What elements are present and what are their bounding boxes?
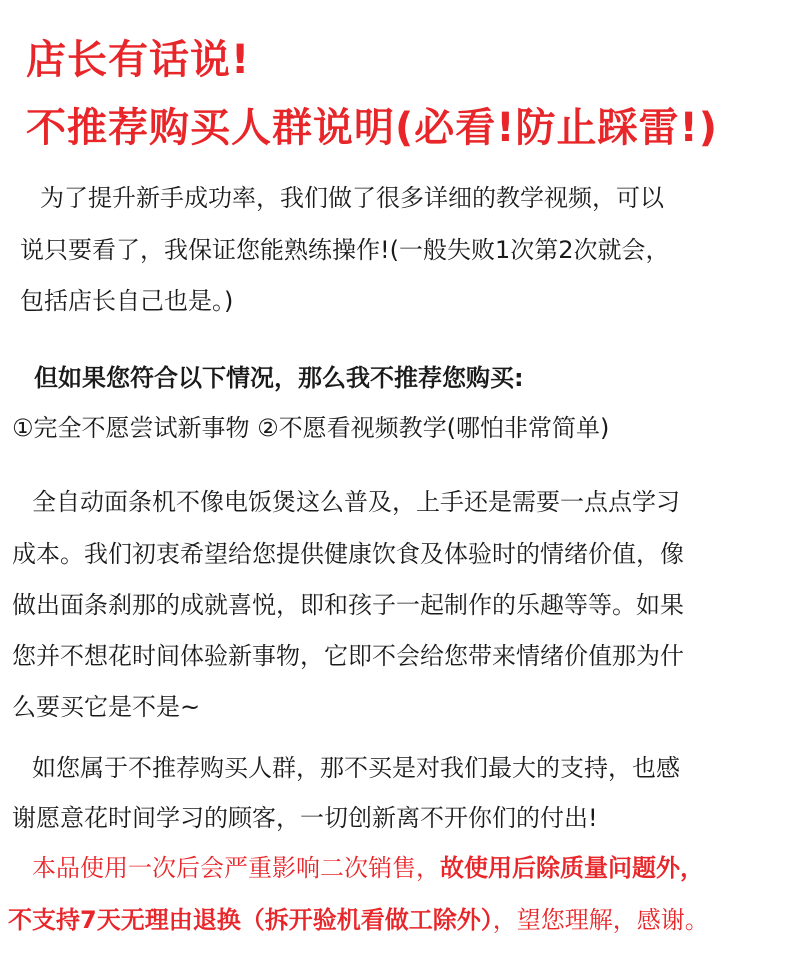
explanation-line-5: 么要买它是不是~	[12, 693, 201, 721]
intro-line-3: 包括店长自己也是。)	[20, 287, 234, 315]
notice-line-1-normal: 本品使用一次后会严重影响二次销售，	[32, 854, 440, 882]
notice-line-2-bold: 不支持7天无理由退换（拆开验机看做工除外）	[8, 906, 493, 934]
condition-heading: 但如果您符合以下情况，那么我不推荐您购买:	[34, 364, 524, 392]
notice-line-1-bold: 故使用后除质量问题外，	[440, 854, 704, 882]
explanation-line-3: 做出面条刹那的成就喜悦，即和孩子一起制作的乐趣等等。如果	[12, 591, 684, 619]
page-subtitle: 不推荐购买人群说明(必看!防止踩雷!)	[26, 105, 719, 151]
explanation-line-4: 您并不想花时间体验新事物，它即不会给您带来情绪价值那为什	[12, 642, 684, 670]
condition-items: ①完全不愿尝试新事物 ②不愿看视频教学(哪怕非常简单)	[12, 414, 610, 442]
page-title: 店长有话说!	[26, 37, 251, 83]
intro-line-2: 说只要看了，我保证您能熟练操作!(一般失败1次第2次就会，	[20, 236, 670, 264]
explanation-line-1: 全自动面条机不像电饭煲这么普及，上手还是需要一点点学习	[32, 488, 680, 516]
thanks-line-2: 谢愿意花时间学习的顾客，一切创新离不开你们的付出!	[12, 804, 598, 832]
notice-line-2-normal: ，望您理解，感谢。	[492, 906, 709, 934]
intro-line-1: 为了提升新手成功率，我们做了很多详细的教学视频，可以	[40, 184, 664, 212]
explanation-line-2: 成本。我们初衷希望给您提供健康饮食及体验时的情绪价值，像	[12, 540, 684, 568]
notice-line-1	[32, 852, 704, 884]
thanks-line-1: 如您属于不推荐购买人群，那不买是对我们最大的支持，也感	[32, 754, 680, 782]
notice-line-2	[8, 904, 709, 936]
